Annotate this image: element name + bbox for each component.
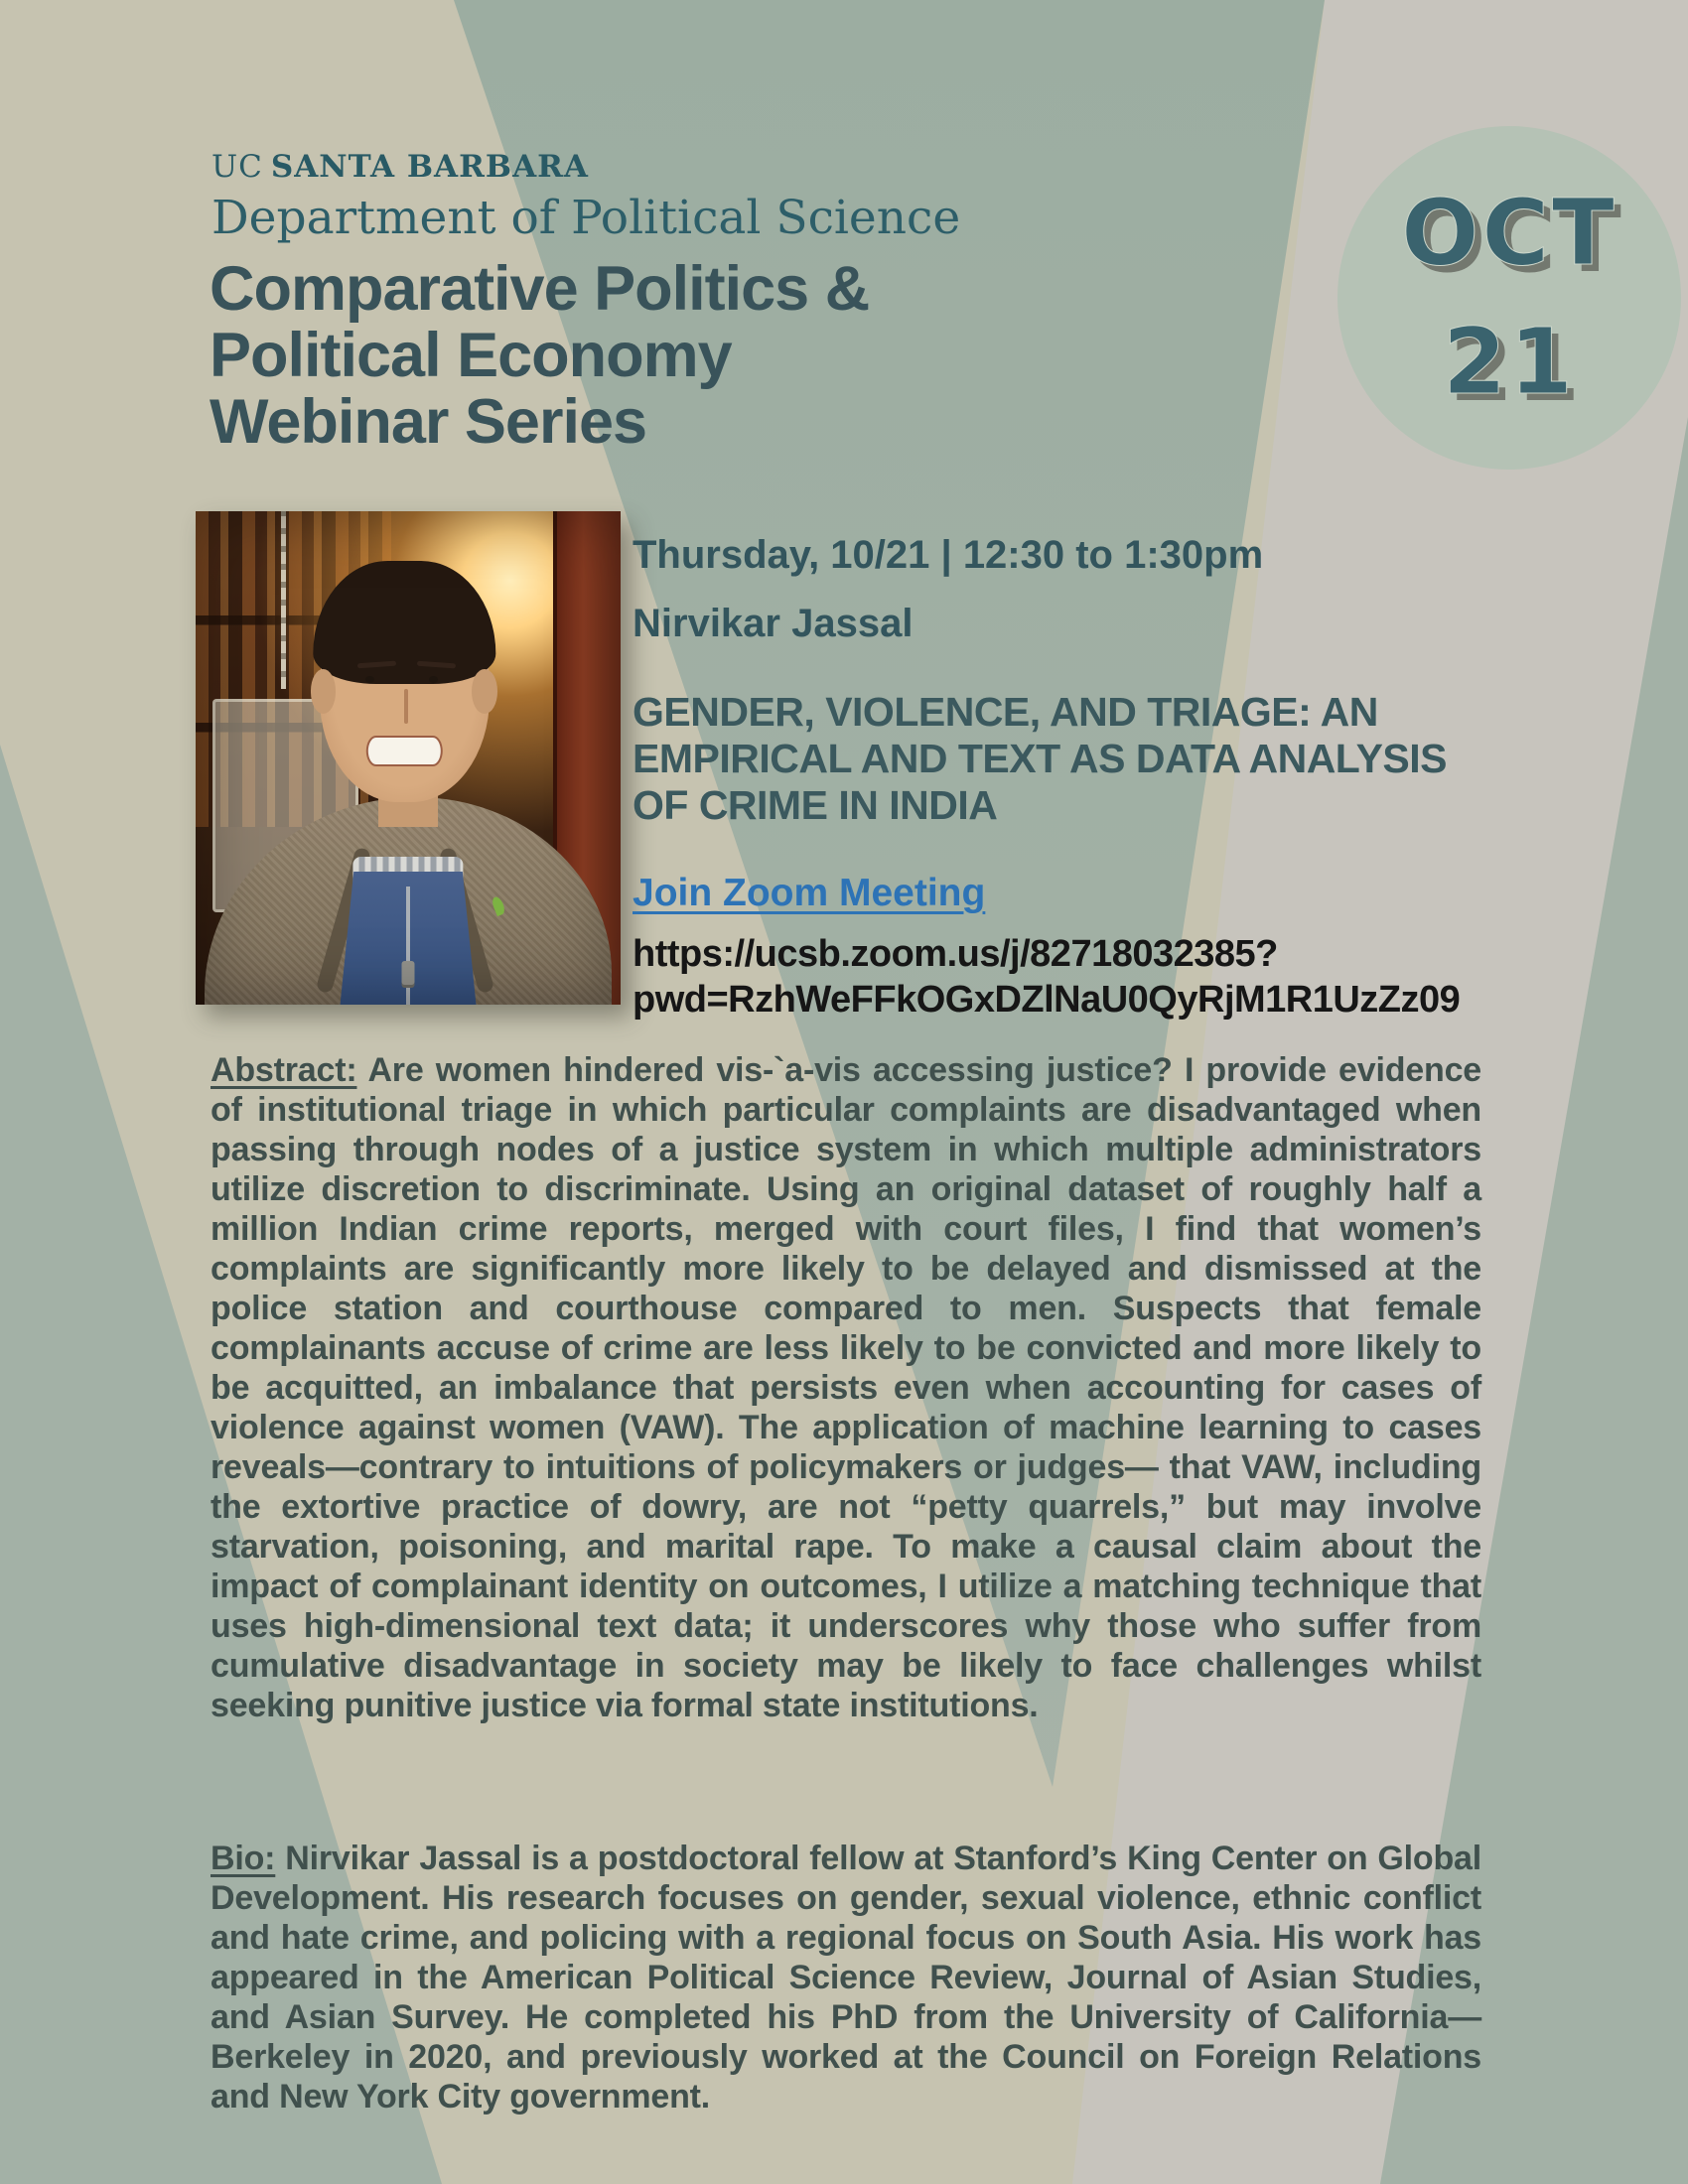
ucsb-prefix: UC (211, 149, 263, 185)
bio-paragraph (211, 1839, 1481, 2116)
ucsb-wordmark (211, 149, 589, 185)
speaker-photo (196, 511, 621, 1005)
series-title-line1: Comparative Politics & (210, 254, 870, 324)
talk-title-line2: EMPIRICAL AND TEXT AS DATA ANALYSIS (633, 736, 1448, 781)
zoom-meeting-url[interactable] (633, 931, 1460, 1023)
badge-day: 21 (1442, 309, 1577, 415)
date-badge (1337, 126, 1681, 470)
series-title-line3: Webinar Series (210, 387, 647, 457)
abstract-text: Are women hindered vis-`a-vis accessing justice? I provide evidence of institutional triage in which particular complaints are disadvantaged when passing through nodes of a justice system in which multiple administrators utilize discretion to discriminate. Using an original dataset of roughly half a million Indian crime reports, merged with court files, I find that women’s complaints are significantly more likely to be delayed and dismissed at the police station and courthouse compared to men. Suspects that female complainants accuse of crime are less likely to be convicted and more likely to be acquitted, an imbalance that persists even when accounting for cases of violence against women (VAW). The application of machine learning to cases reveals—contrary to intuitions of policymakers or judges— that VAW, including the extortive practice of dowry, are not “petty quarrels,” but may involve starvation, poisoning, and marital rape. To make a causal claim about the impact of complainant identity on outcomes, I utilize a matching technique that uses high-dimensional text data; it underscores why those who suffer from cumulative disadvantage in society may be likely to face challenges whilst seeking punitive justice via formal state institutions. (211, 1051, 1481, 1724)
series-title (210, 256, 869, 456)
zoom-url-line2[interactable]: pwd=RzhWeFFkOGxDZlNaU0QyRjM1R1UzZz09 (633, 979, 1461, 1021)
bio-text: Nirvikar Jassal is a postdoctoral fellow at Stanford’s King Center on Global Development. His research focuses on gender, sexual violence, ethnic conflict and hate crime, and policing with a regional focus on South Asia. His work has appeared in the American Political Science Review, Journal of Asian Studies, and Asian Survey. He completed his PhD from the University of California—Berkeley in 2020, and previously worked at the Council on Foreign Relations and New York City government. (211, 1840, 1482, 2116)
talk-title (633, 689, 1447, 829)
department-name: Department of Political Science (211, 191, 961, 245)
series-title-line2: Political Economy (210, 321, 732, 390)
ucsb-name: SANTA BARBARA (270, 149, 589, 185)
join-zoom-link[interactable]: Join Zoom Meeting (633, 872, 986, 914)
event-datetime: Thursday, 10/21 | 12:30 to 1:30pm (633, 533, 1264, 577)
abstract-label: Abstract: (211, 1051, 357, 1089)
abstract-paragraph (211, 1050, 1481, 1725)
zoom-url-line1[interactable]: https://ucsb.zoom.us/j/82718032385? (633, 933, 1278, 975)
badge-month: OCT (1401, 180, 1618, 286)
talk-title-line3: OF CRIME IN INDIA (633, 782, 998, 828)
event-speaker: Nirvikar Jassal (633, 602, 914, 645)
bio-label: Bio: (211, 1840, 276, 1877)
photo-vignette (196, 511, 621, 1005)
talk-title-line1: GENDER, VIOLENCE, AND TRIAGE: AN (633, 689, 1378, 735)
